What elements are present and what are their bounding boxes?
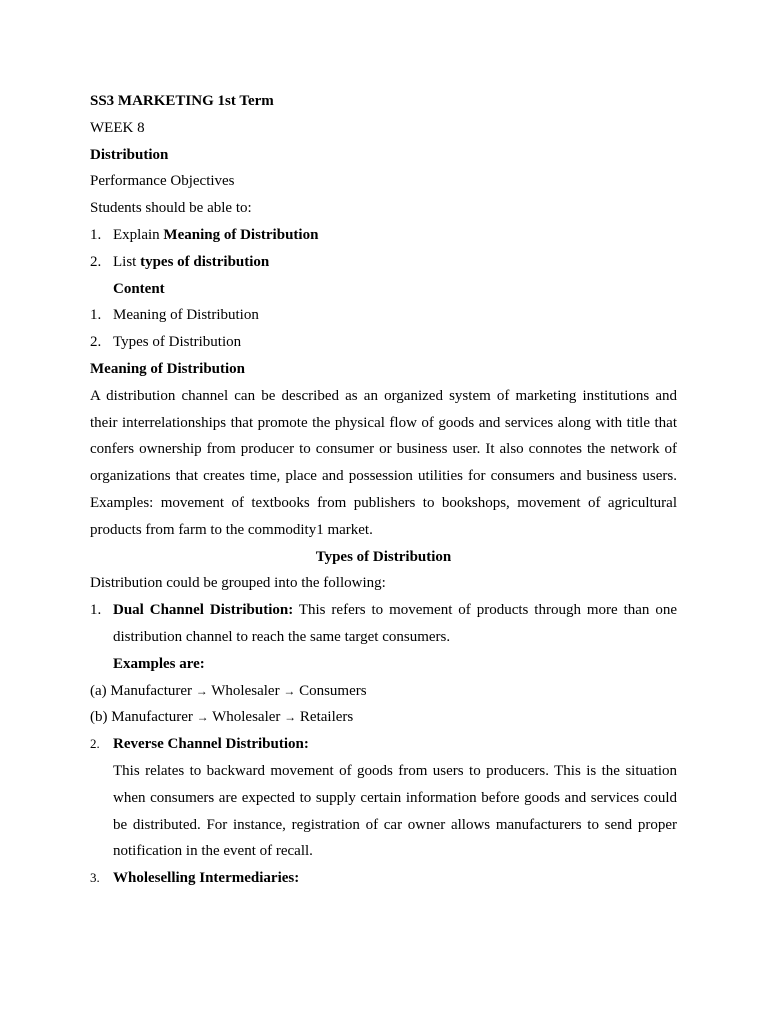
types-heading: Types of Distribution bbox=[315, 548, 452, 565]
paragraph-line: products from farm to the commodity1 market. bbox=[90, 521, 373, 538]
example-source: (a) Manufacturer bbox=[90, 682, 193, 699]
example-a bbox=[90, 678, 677, 705]
reverse-channel-title: Reverse Channel Distribution: bbox=[113, 736, 309, 753]
doc-title: SS3 MARKETING 1st Term bbox=[90, 93, 274, 109]
example-middle: Wholesaler bbox=[211, 682, 280, 699]
paragraph-line: A distribution channel can be described as an organized system of marketing institutions and bbox=[90, 387, 677, 404]
objective-prefix: Explain bbox=[113, 226, 164, 243]
content-item-text: Types of Distribution bbox=[113, 334, 242, 351]
arrow-right-icon: → bbox=[196, 710, 209, 725]
arrow-right-icon: → bbox=[195, 683, 208, 698]
paragraph-line: This relates to backward movement of goods from users to producers. This is the situation bbox=[113, 762, 677, 779]
objective-bold: types of distribution bbox=[140, 253, 270, 270]
topic-heading: Distribution bbox=[90, 146, 169, 163]
reverse-channel-item bbox=[90, 731, 677, 758]
example-middle: Wholesaler bbox=[212, 709, 281, 726]
reverse-channel-paragraph bbox=[90, 758, 677, 865]
dual-channel-title: Dual Channel Distribution: bbox=[113, 602, 294, 619]
objective-bold: Meaning of Distribution bbox=[163, 226, 319, 243]
content-item-text: Meaning of Distribution bbox=[113, 307, 259, 324]
examples-heading: Examples are: bbox=[113, 655, 205, 672]
objective-prefix: List bbox=[113, 253, 141, 270]
dual-channel-text: This refers to movement of products through more than one bbox=[293, 602, 677, 619]
paragraph-line: notification in the event of recall. bbox=[113, 843, 313, 860]
paragraph-line: be distributed. For instance, registration of car owner allows manufacturers to send proper bbox=[113, 816, 677, 833]
example-b bbox=[90, 704, 677, 731]
week-label: WEEK 8 bbox=[90, 119, 145, 136]
example-destination: Retailers bbox=[299, 709, 354, 726]
list-number: 1. bbox=[90, 602, 102, 619]
example-destination: Consumers bbox=[299, 682, 367, 699]
list-number: 2. bbox=[90, 736, 100, 752]
list-number: 1. bbox=[90, 226, 102, 243]
wholeselling-item bbox=[90, 865, 677, 892]
list-number: 3. bbox=[90, 870, 100, 886]
dual-channel-item bbox=[90, 597, 677, 624]
list-number: 1. bbox=[90, 307, 102, 324]
meaning-paragraph bbox=[90, 383, 677, 544]
objectives-intro: Students should be able to: bbox=[90, 200, 252, 217]
content-heading: Content bbox=[113, 280, 165, 297]
objectives-heading: Performance Objectives bbox=[90, 173, 235, 190]
dual-channel-text-cont: distribution channel to reach the same target consumers. bbox=[113, 628, 451, 645]
paragraph-line: their interrelationships that promote the physical flow of goods and services along with title that bbox=[90, 414, 677, 431]
objective-item bbox=[90, 249, 677, 276]
content-item bbox=[90, 329, 677, 356]
list-number: 2. bbox=[90, 334, 102, 351]
paragraph-line: confers ownership from producer to consumer or business user. It also connotes the network of bbox=[90, 441, 677, 458]
document-body bbox=[90, 88, 677, 892]
objective-item bbox=[90, 222, 677, 249]
meaning-heading: Meaning of Distribution bbox=[90, 360, 246, 377]
list-number: 2. bbox=[90, 253, 102, 270]
paragraph-line: when consumers are expected to supply certain information before goods and services could bbox=[113, 789, 677, 806]
example-source: (b) Manufacturer bbox=[90, 709, 193, 726]
content-item bbox=[90, 302, 677, 329]
types-intro: Distribution could be grouped into the following: bbox=[90, 575, 386, 592]
wholeselling-title: Wholeselling Intermediaries: bbox=[113, 870, 300, 887]
paragraph-line: organizations that creates time, place and possession utilities for consumers and business users. bbox=[90, 468, 677, 485]
paragraph-line: Examples: movement of textbooks from publishers to bookshops, movement of agricultural bbox=[90, 494, 677, 511]
arrow-right-icon: → bbox=[283, 683, 296, 698]
arrow-right-icon: → bbox=[284, 710, 297, 725]
